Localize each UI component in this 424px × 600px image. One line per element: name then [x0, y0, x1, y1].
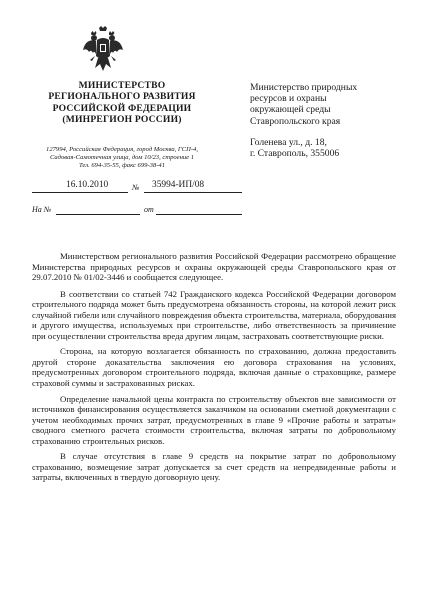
- address-line: 127994, Российская Федерация, город Москва, ГСП-4,: [46, 146, 198, 153]
- reference-date-line: [156, 204, 242, 215]
- letter-body: [32, 251, 396, 488]
- address-line: Садовая-Самотечная улица, дом 10/23, строение 1: [49, 154, 195, 162]
- recipient-line: окружающей среды: [250, 104, 331, 116]
- from-label: от: [144, 205, 154, 214]
- recipient-block: [250, 82, 400, 159]
- outgoing-number: 35994-ИП/08: [152, 180, 205, 190]
- number-label: №: [132, 183, 140, 192]
- body-paragraph: Сторона, на которую возлагается обязанность по страхованию, должна предоставить другой стороне доказательства заключения ею договора страхования на условиях, предусмотренных договором строительного подряда, включая данные о страховщике, размере страховой суммы и застрахованных рисках.: [32, 346, 396, 389]
- recipient-address-line: г. Ставрополь, 355006: [250, 148, 340, 160]
- body-paragraph: Определение начальной цены контракта по строительству объектов вне зависимости от источников финансирования осуществляется заказчиком на основании сметной документации с учетом необходимых прочих затрат, предусмотренных в главе 9 «Прочие работы и затраты» сводного сметного расчета стоимости строительства, включая затраты по добровольному страхованию строительных рисков.: [32, 393, 396, 446]
- org-line: МИНИСТЕРСТВО: [78, 80, 166, 91]
- recipient-address-line: Голенева ул., д. 18,: [250, 136, 327, 148]
- outgoing-date: 16.10.2010: [66, 180, 109, 190]
- recipient-line: ресурсов и охраны: [250, 93, 327, 105]
- org-line: РОССИЙСКОЙ ФЕДЕРАЦИИ: [52, 102, 192, 114]
- body-paragraph: В соответствии со статьей 742 Гражданского кодекса Российской Федерации договором строительного подряда может быть предусмотрена обязанность стороны, на которой лежит риск случайной гибели или случайного повреждения объекта строительства, материала, оборудования и другого имущества, используемых при строительстве, либо ответственность за причинение при осуществлении строительства вреда другим лицам, застраховать соответствующие риски.: [32, 288, 396, 341]
- coat-of-arms-icon: [82, 26, 124, 72]
- recipient-line: Министерство природных: [250, 82, 358, 93]
- org-line: (МИНРЕГИОН РОССИИ): [62, 114, 182, 126]
- reference-label: На №: [32, 205, 52, 214]
- reference-number-line: [56, 204, 140, 215]
- sender-organization: [34, 80, 210, 126]
- recipient-line: Ставропольского края: [250, 115, 341, 127]
- sender-address: [28, 146, 216, 171]
- address-line: Тел. 694-35-55, факс 699-38-41: [79, 162, 165, 170]
- body-paragraph: Министерством регионального развития Российской Федерации рассмотрено обращение Министерства природных ресурсов и охраны окружающей среды Ставропольского края от 29.07.2010 № 01/02-3446 и сообщается следующее.: [32, 251, 396, 283]
- body-paragraph: В случае отсутствия в главе 9 средств на покрытие затрат по добровольному страхованию, возмещение затрат допускается за счет средств на непредвиденные работы и затраты, включенных в твердую договорную цену.: [32, 451, 396, 483]
- org-line: РЕГИОНАЛЬНОГО РАЗВИТИЯ: [48, 91, 196, 103]
